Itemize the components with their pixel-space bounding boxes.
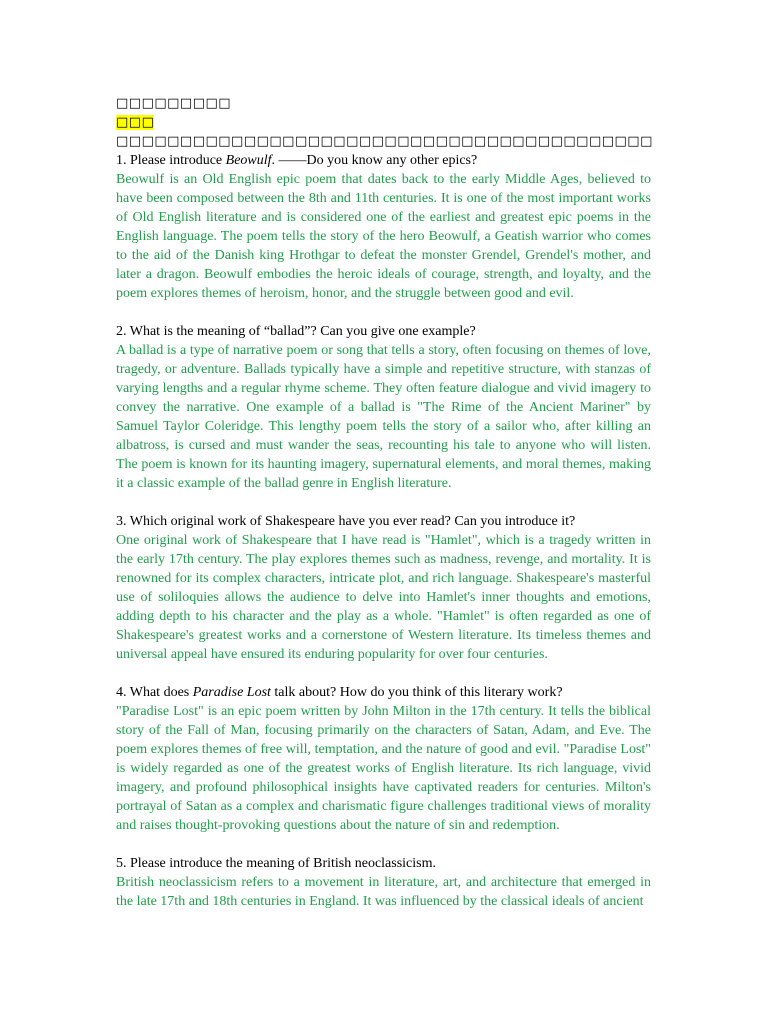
document-page (116, 94, 651, 911)
question-4-suffix: talk about? How do you think of this literary work? (270, 685, 563, 700)
question-4-prefix: 4. What does (116, 685, 193, 700)
qa-item-2 (116, 322, 651, 493)
qa-item-1 (116, 151, 651, 303)
highlighted-label: □□□ (116, 115, 155, 130)
question-3-prefix: 3. Which original work of Shakespeare have you ever read? Can you introduce it? (116, 514, 576, 529)
question-4-title: Paradise Lost (192, 685, 271, 700)
answer-1: Beowulf is an Old English epic poem that dates back to the early Middle Ages, believed to have been composed between the 8th and 11th centuries. It is one of the most important works of Old English literature and is considered one of the earliest and greatest epic poems in the English language. The poem tells the story of the hero Beowulf, a Geatish warrior who comes to the aid of the Danish king Hrothgar to defeat the monster Grendel, Grendel's mother, and later a dragon. Beowulf embodies the heroic ideals of courage, strength, and loyalty, and the poem explores themes of heroism, honor, and the struggle between good and evil. (116, 172, 651, 301)
paragraph-gap (116, 493, 651, 512)
question-2 (116, 322, 651, 341)
paragraph-gap (116, 664, 651, 683)
paragraph-gap (116, 835, 651, 854)
header-line-3: □□□□□□□□□□□□□□□□□□□□□□□□□□□□□□□□□□□□□□□□□□ (116, 134, 653, 149)
header-line-1: □□□□□□□□□ (116, 96, 232, 111)
question-3 (116, 512, 651, 531)
question-5-prefix: 5. Please introduce the meaning of British neoclassicism. (116, 856, 436, 871)
question-5 (116, 854, 651, 873)
question-4 (116, 683, 651, 702)
qa-item-5 (116, 854, 651, 911)
question-1-prefix: 1. Please introduce (116, 153, 226, 168)
answer-4: "Paradise Lost" is an epic poem written by John Milton in the 17th century. It tells the biblical story of the Fall of Man, focusing primarily on the characters of Satan, Adam, and Eve. The poem explores themes of free will, temptation, and the nature of good and evil. "Paradise Lost" is widely regarded as one of the greatest works of English literature. Its rich language, vivid imagery, and profound philosophical insights have captivated readers for centuries. Milton's portrayal of Satan as a complex and charismatic figure challenges traditional views of morality and raises thought-provoking questions about the nature of sin and redemption. (116, 704, 651, 833)
answer-5: British neoclassicism refers to a movement in literature, art, and architecture that emerged in the late 17th and 18th centuries in England. It was influenced by the classical ideals of ancient (116, 875, 651, 909)
question-1 (116, 151, 651, 170)
qa-item-3 (116, 512, 651, 664)
question-2-prefix: 2. What is the meaning of “ballad”? Can you give one example? (116, 324, 476, 339)
qa-item-4 (116, 683, 651, 835)
paragraph-gap (116, 303, 651, 322)
header-label-line (116, 113, 651, 132)
answer-2: A ballad is a type of narrative poem or song that tells a story, often focusing on themes of love, tragedy, or adventure. Ballads typically have a simple and repetitive structure, with stanzas of varying lengths and a regular rhyme scheme. They often feature dialogue and vivid imagery to convey the narrative. One example of a ballad is "The Rime of the Ancient Mariner" by Samuel Taylor Coleridge. This lengthy poem tells the story of a sailor who, after killing an albatross, is cursed and must wander the seas, recounting his tale to anyone who will listen. The poem is known for its haunting imagery, supernatural elements, and moral themes, making it a classic example of the ballad genre in English literature. (116, 343, 651, 491)
question-1-suffix: . ——Do you know any other epics? (271, 153, 478, 168)
answer-3: One original work of Shakespeare that I have read is "Hamlet", which is a tragedy written in the early 17th century. The play explores themes such as madness, revenge, and mortality. It is renowned for its complex characters, intricate plot, and rich language. Shakespeare's masterful use of soliloquies allows the audience to delve into Hamlet's inner thoughts and emotions, adding depth to his character and the play as a whole. "Hamlet" is often regarded as one of Shakespeare's greatest works and a cornerstone of Western literature. Its timeless themes and universal appeal have ensured its enduring popularity for over four centuries. (116, 533, 651, 662)
question-1-title: Beowulf (225, 153, 272, 168)
